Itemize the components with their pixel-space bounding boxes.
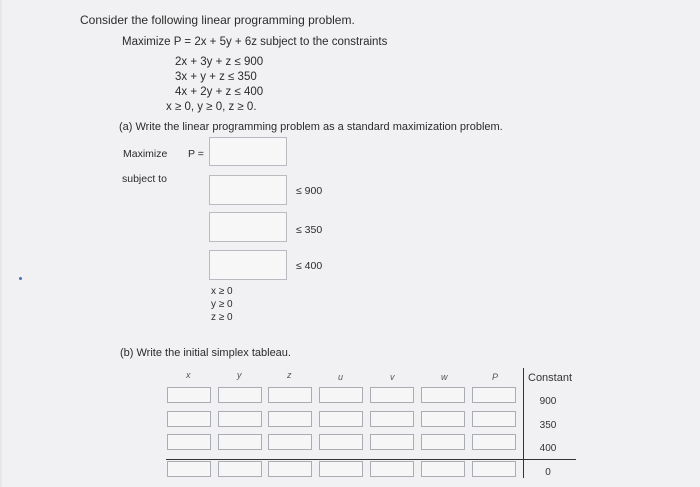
subject-to-label: subject to <box>122 173 167 185</box>
col-header-z: z <box>287 370 292 380</box>
constant-row-1: 900 <box>539 396 557 407</box>
nonneg-y: y ≥ 0 <box>211 299 233 310</box>
col-header-p: P <box>492 372 499 382</box>
nonnegativity-constraints: x ≥ 0, y ≥ 0, z ≥ 0. <box>166 101 257 113</box>
constant-row-3: 400 <box>539 443 557 454</box>
col-header-constant: Constant <box>528 372 573 384</box>
tableau-cell-input[interactable] <box>268 387 312 403</box>
tableau-cell-input[interactable] <box>370 461 414 477</box>
tableau-cell-input[interactable] <box>167 411 211 427</box>
tableau-cell-input[interactable] <box>167 461 211 477</box>
objective-statement: Maximize P = 2x + 5y + 6z subject to the constraints <box>122 36 388 48</box>
nonneg-z: z ≥ 0 <box>211 312 233 323</box>
tableau-cell-input[interactable] <box>421 411 465 427</box>
tableau-cell-input[interactable] <box>268 411 312 427</box>
nonneg-x: x ≥ 0 <box>211 286 233 297</box>
constraint-2-input[interactable] <box>209 212 287 242</box>
tableau-cell-input[interactable] <box>167 434 211 450</box>
tableau-cell-input[interactable] <box>370 411 414 427</box>
maximize-label: Maximize <box>123 148 168 160</box>
constraint-3: 4x + 2y + z ≤ 400 <box>175 86 264 98</box>
tableau-cell-input[interactable] <box>218 461 262 477</box>
tableau-cell-input[interactable] <box>370 434 414 450</box>
col-header-y: y <box>237 370 242 380</box>
constraint-3-rhs: ≤ 400 <box>296 260 323 272</box>
constant-row-4: 0 <box>545 467 551 478</box>
constraint-3-input[interactable] <box>209 250 287 280</box>
tableau-cell-input[interactable] <box>472 411 516 427</box>
col-header-w: w <box>441 372 448 382</box>
tableau-cell-input[interactable] <box>421 434 465 450</box>
tableau-cell-input[interactable] <box>218 387 262 403</box>
tableau-cell-input[interactable] <box>218 434 262 450</box>
constraint-1: 2x + 3y + z ≤ 900 <box>175 56 264 68</box>
question-sheet <box>2 0 700 487</box>
tableau-cell-input[interactable] <box>472 387 516 403</box>
tableau-cell-input[interactable] <box>421 387 465 403</box>
part-b-prompt: (b) Write the initial simplex tableau. <box>120 347 291 359</box>
tableau-cell-input[interactable] <box>472 461 516 477</box>
tableau-cell-input[interactable] <box>319 434 363 450</box>
col-header-u: u <box>338 372 344 382</box>
objective-input[interactable] <box>209 137 287 166</box>
tableau-cell-input[interactable] <box>218 411 262 427</box>
part-a-prompt: (a) Write the linear programming problem as a standard maximization problem. <box>119 121 503 133</box>
col-header-v: v <box>390 372 395 382</box>
tableau-cell-input[interactable] <box>319 461 363 477</box>
tableau-cell-input[interactable] <box>167 387 211 403</box>
p-label: P = <box>188 148 204 160</box>
tableau-cell-input[interactable] <box>319 411 363 427</box>
constraint-2-rhs: ≤ 350 <box>296 224 323 236</box>
constant-row-2: 350 <box>539 420 557 431</box>
tableau-cell-input[interactable] <box>268 434 312 450</box>
constraint-1-rhs: ≤ 900 <box>296 185 323 197</box>
tableau-horizontal-divider <box>166 459 576 460</box>
col-header-x: x <box>186 370 191 380</box>
constraint-1-input[interactable] <box>209 175 287 205</box>
tableau-vertical-divider <box>523 368 524 478</box>
problem-intro: Consider the following linear programming problem. <box>80 13 355 27</box>
tableau-cell-input[interactable] <box>370 387 414 403</box>
margin-dot <box>19 277 22 280</box>
tableau-cell-input[interactable] <box>472 434 516 450</box>
tableau-cell-input[interactable] <box>268 461 312 477</box>
tableau-cell-input[interactable] <box>421 461 465 477</box>
tableau-cell-input[interactable] <box>319 387 363 403</box>
constraint-2: 3x + y + z ≤ 350 <box>175 71 257 83</box>
